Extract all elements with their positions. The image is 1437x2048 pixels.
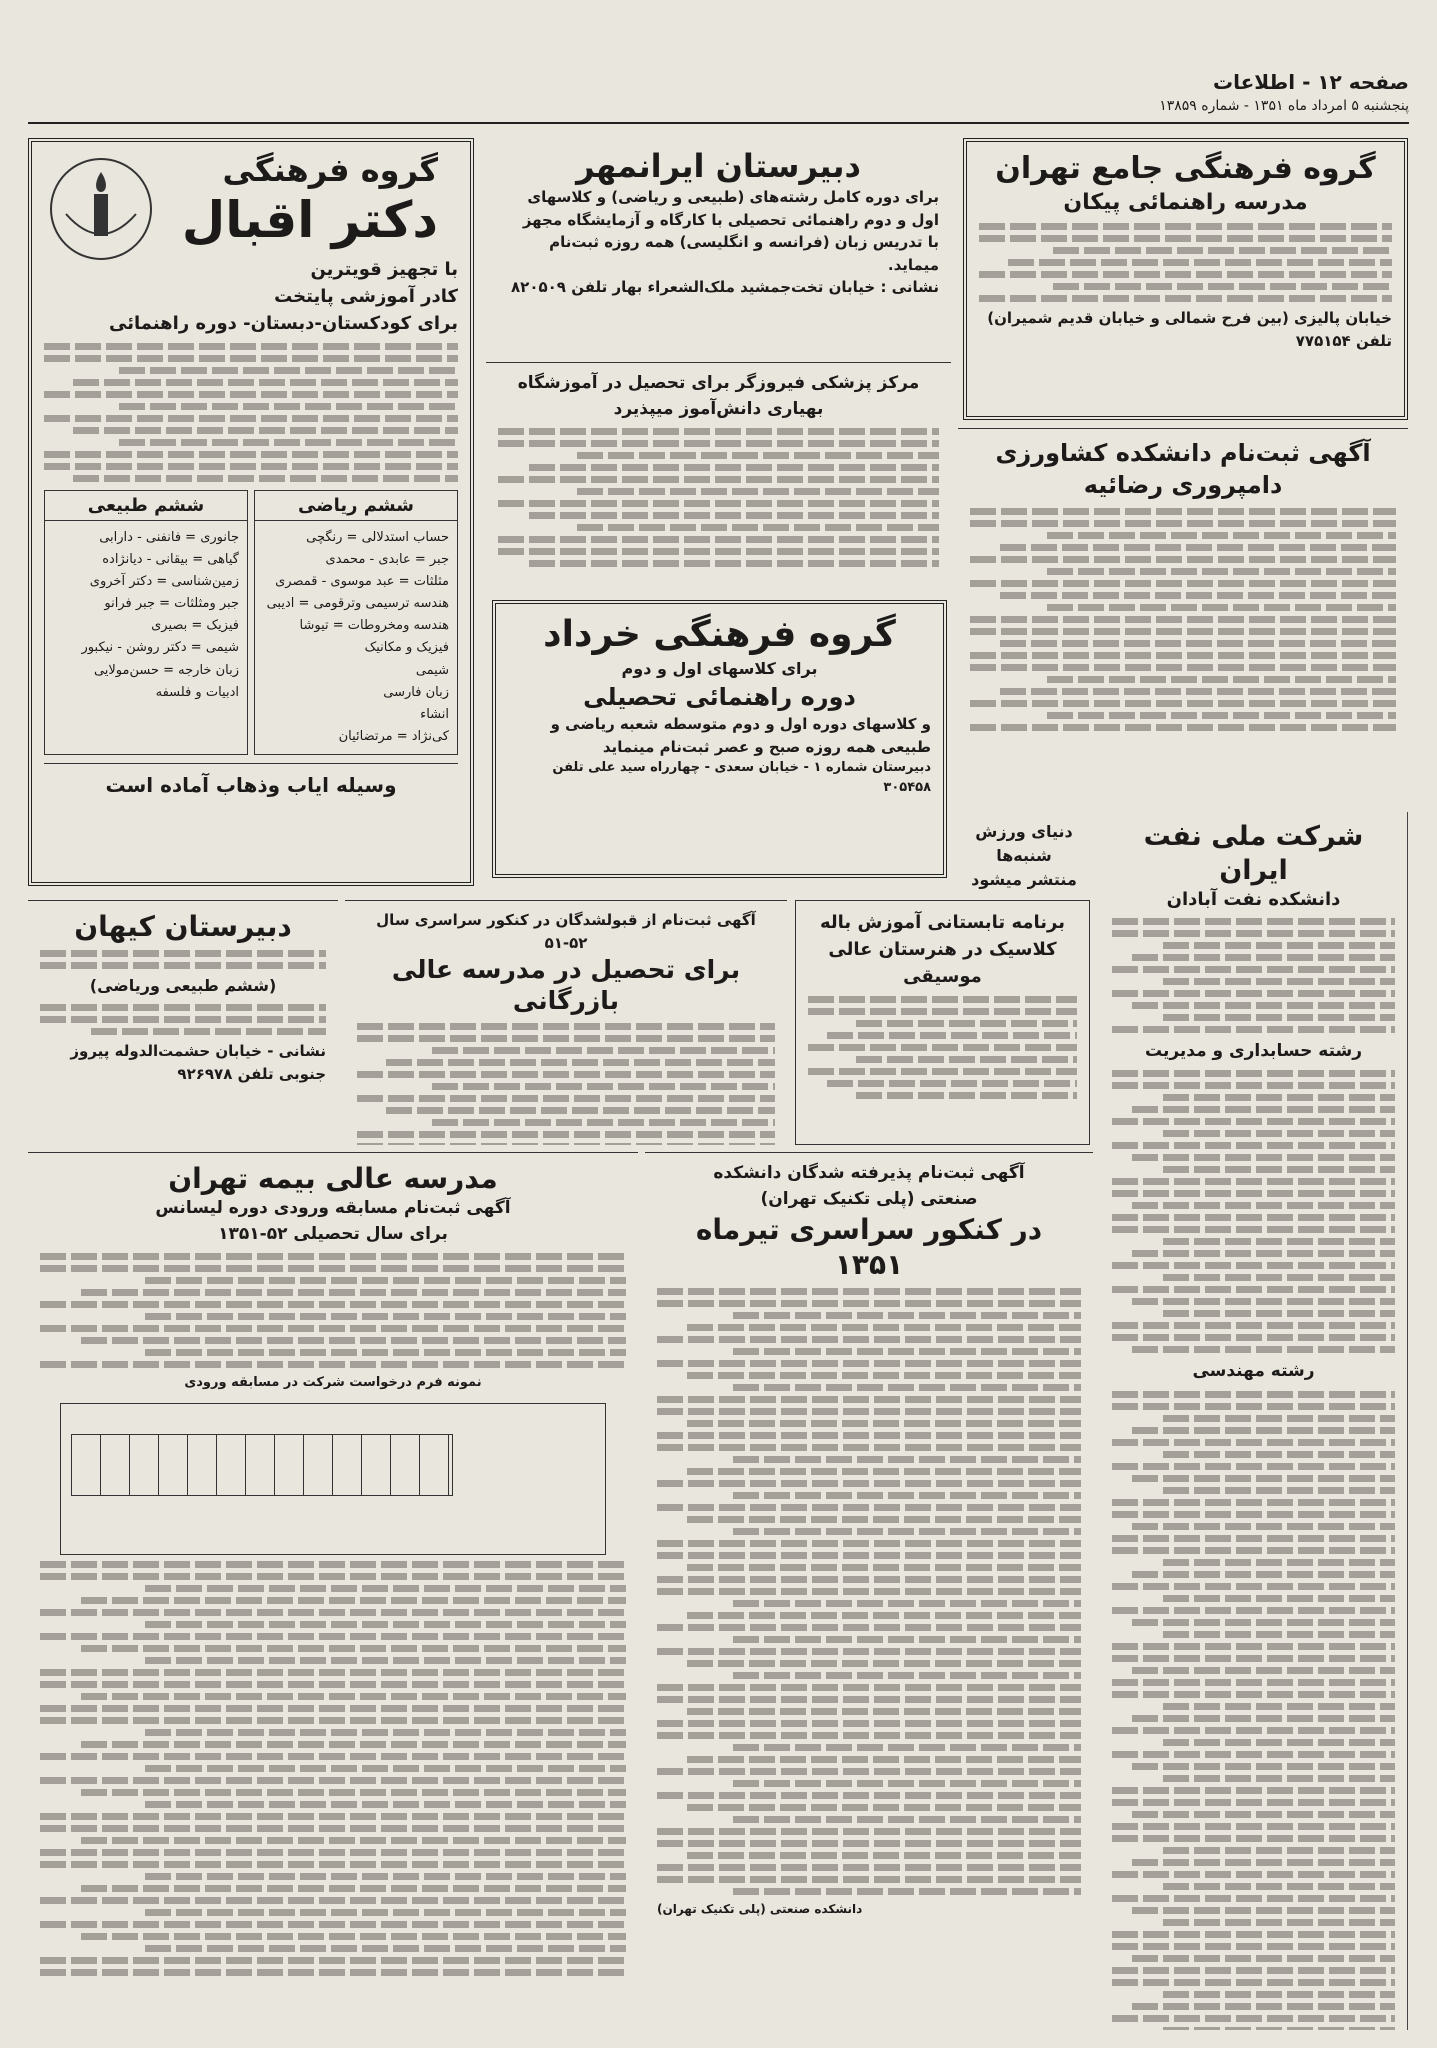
- list-item: شیمی: [415, 662, 449, 678]
- ad-body-text: [979, 223, 1392, 302]
- ad-body-text: [657, 1288, 1081, 1895]
- ad-title: دبیرستان کیهان: [74, 910, 292, 943]
- ad-body-text: [1112, 918, 1395, 1033]
- section1-list: [1112, 1070, 1395, 1353]
- varzesh-line2: شنبه‌ها: [996, 846, 1052, 865]
- iranmehr-address: نشانی : خیابان تخت‌جمشید ملک‌الشعراء بهار تلفن ۸۲۰۵۰۹: [511, 278, 939, 296]
- iqbal-line2: کادر آموزشی پایتخت: [274, 286, 458, 307]
- ad-title: شرکت ملی نفت ایران: [1143, 821, 1364, 886]
- ad-title-main: دکتر اقبال: [181, 191, 438, 249]
- bimeh-form-title: نمونه فرم درخواست شرکت در مسابقه ورودی: [184, 1375, 482, 1390]
- list-item: گیاهی = بیقانی - دیانژاده: [102, 552, 239, 568]
- naft-section1: رشته حسابداری و مدیریت: [1144, 1040, 1363, 1061]
- form-grid: [71, 1434, 453, 1496]
- list-item: حساب استدلالی = رنگچی: [306, 530, 449, 545]
- tabiei-column: [44, 490, 248, 755]
- ad-title: مدرسه عالی بیمه تهران: [168, 1162, 498, 1195]
- list-item: زمین‌شناسی = دکتر آخروی: [89, 574, 239, 590]
- ad-title: برای تحصیل در مدرسه عالی بازرگانی: [391, 955, 741, 1016]
- ad-keyhan: [28, 900, 338, 1145]
- list-item: فیزیک = بصیری: [151, 618, 239, 634]
- list-item: جبر = عابدی - محمدی: [325, 552, 449, 568]
- iranmehr-line1: برای دوره کامل رشته‌های (طبیعی و ریاضی) و کلاسهای: [527, 188, 939, 206]
- ad-body-text: [970, 508, 1396, 731]
- ad-body-text: [357, 1023, 775, 1146]
- bimeh-line1: آگهی ثبت‌نام مسابقه ورودی دوره لیسانس: [155, 1198, 511, 1218]
- ad-firuzgar: [486, 362, 951, 590]
- ad-title: گروه فرهنگی خرداد: [543, 614, 896, 655]
- varzesh-line1: دنیای ورزش: [975, 822, 1073, 841]
- khordad-line3: و کلاسهای دوره اول و دوم متوسطه شعبه ریاضی و طبیعی همه روزه صبح و عصر ثبت‌نام مینماید: [550, 715, 931, 756]
- list-item: زبان فارسی: [383, 684, 449, 700]
- list-item: ادبیات و فلسفه: [155, 684, 239, 700]
- ad-naft: [1100, 812, 1408, 2030]
- khordad-line1: برای کلاسهای اول و دوم: [621, 659, 818, 678]
- ad-bazargani: [345, 900, 787, 1145]
- ad-iqbal: [28, 138, 474, 886]
- list-item: کی‌نژاد = مرتضائیان: [338, 728, 449, 744]
- section2-list: [1112, 1391, 1395, 2030]
- iqbal-line3: برای کودکستان-دبستان- دوره راهنمائی: [109, 313, 458, 334]
- bazargani-line1: آگهی ثبت‌نام از قبولشدگان در کنکور سراسری سال ۵۲-۵۱: [376, 911, 756, 952]
- khordad-line2: دوره راهنمائی تحصیلی: [583, 683, 856, 711]
- keyhan-mid: (ششم طبیعی وریاضی): [89, 976, 277, 995]
- ad-bimeh: [28, 1152, 638, 2030]
- ad-title: مرکز پزشکی فیروزگر برای تحصیل در آموزشگاه بهیاری دانش‌آموز میپذیرد: [517, 373, 920, 419]
- ad-subtitle: دانشکده نفت آبادان: [1166, 888, 1341, 910]
- riazi-column: [254, 490, 458, 755]
- ad-keshavarzi: [958, 428, 1408, 806]
- ad-title: دبیرستان ایرانمهر: [576, 147, 861, 185]
- list-item: هندسه ترسیمی وترقومی = ادیبی: [266, 596, 449, 612]
- ad-body-text-2: [40, 1004, 326, 1035]
- list-item: شیمی = دکتر روشن - نیکبور: [81, 640, 239, 656]
- iqbal-line1: با تجهیز قویترین: [310, 259, 458, 280]
- ad-body-text-2: [40, 1561, 626, 1976]
- iqbal-footer: وسیله ایاب وذهاب آماده است: [44, 763, 458, 800]
- khordad-address: دبیرستان شماره ۱ - خیابان سعدی - چهارراه سید علی تلفن ۳۰۵۴۵۸: [552, 760, 931, 795]
- ad-body-text: [498, 428, 939, 567]
- naft-section2: رشته مهندسی: [1192, 1361, 1315, 1382]
- music-title3: موسیقی: [903, 966, 982, 987]
- date-line: پنجشنبه ۵ امرداد ماه ۱۳۵۱ - شماره ۱۳۸۵۹: [1159, 98, 1409, 114]
- riazi-list: [255, 521, 457, 754]
- ad-title: در کنکور سراسری تیرماه ۱۳۵۱: [695, 1213, 1043, 1281]
- ad-khordad: [492, 600, 947, 878]
- list-item: فیزیک و مکانیک: [364, 640, 449, 656]
- page-header: [28, 62, 1409, 124]
- music-title2: کلاسیک در هنرستان عالی: [828, 939, 1057, 960]
- ad-title: آگهی ثبت‌نام دانشکده کشاورزی: [995, 439, 1371, 467]
- ad-body-text: [40, 1253, 626, 1368]
- list-item: مثلثات = عبد موسوی - قمصری: [275, 574, 449, 590]
- ad-body-text: [44, 343, 458, 482]
- ad-address: خیابان پالیزی (بین فرح شمالی و خیابان قدیم شمیران) تلفن ۷۷۵۱۵۴: [987, 309, 1392, 350]
- riazi-header: ششم ریاضی: [255, 491, 457, 521]
- iranmehr-line3: با تدریس زبان (فرانسه و انگلیسی) همه روزه ثبت‌نام میماید.: [549, 233, 939, 274]
- application-form: [60, 1403, 606, 1555]
- ad-subtitle: دامپروری رضائیه: [1083, 471, 1283, 500]
- keyhan-address: نشانی - خیابان حشمت‌الدوله پیروز جنوبی تلفن ۹۲۶۹۷۸: [70, 1042, 326, 1083]
- list-item: جانوری = فانفنی - دارابی: [99, 530, 239, 545]
- ad-body-text: [808, 996, 1077, 1099]
- poly-sign: دانشکده صنعتی (پلی تکنیک تهران): [657, 1902, 863, 1916]
- poly-line1: آگهی ثبت‌نام پذیرفته شدگان دانشکده: [713, 1163, 1025, 1183]
- page-label: صفحه ۱۲ - اطلاعات: [1212, 70, 1409, 94]
- candle-emblem-icon: [46, 154, 156, 264]
- bimeh-line2: برای سال تحصیلی ۵۲-۱۳۵۱: [218, 1223, 448, 1244]
- poly-line2: صنعتی (پلی تکنیک تهران): [760, 1188, 978, 1209]
- subjects-table: [44, 490, 458, 755]
- ad-music: [795, 900, 1090, 1145]
- ad-subtitle: مدرسه راهنمائی پیکان: [1063, 189, 1308, 215]
- iranmehr-line2: اول و دوم راهنمائی تحصیلی با کارگاه و آزمایشگاه مجهز: [522, 210, 939, 229]
- list-item: جبر ومثلثات = جبر فرانو: [104, 596, 239, 612]
- list-item: انشاء: [420, 706, 449, 722]
- ad-title: گروه فرهنگی جامع تهران: [995, 151, 1376, 186]
- ad-iranmehr: [486, 138, 951, 360]
- ad-body-text: [40, 950, 326, 969]
- tabiei-list: [45, 521, 247, 710]
- ad-title-top: گروه فرهنگی: [222, 151, 438, 189]
- ad-polytechnic: [645, 1152, 1093, 2030]
- ad-tehran-jame: [963, 138, 1408, 420]
- music-title1: برنامه تابستانی آموزش باله: [820, 912, 1065, 933]
- varzesh-line3: منتشر میشود: [971, 870, 1077, 889]
- tabiei-header: ششم طبیعی: [45, 491, 247, 521]
- list-item: هندسه ومخروطات = تیوشا: [299, 618, 449, 634]
- list-item: زبان خارجه = حسن‌مولایی: [93, 662, 239, 678]
